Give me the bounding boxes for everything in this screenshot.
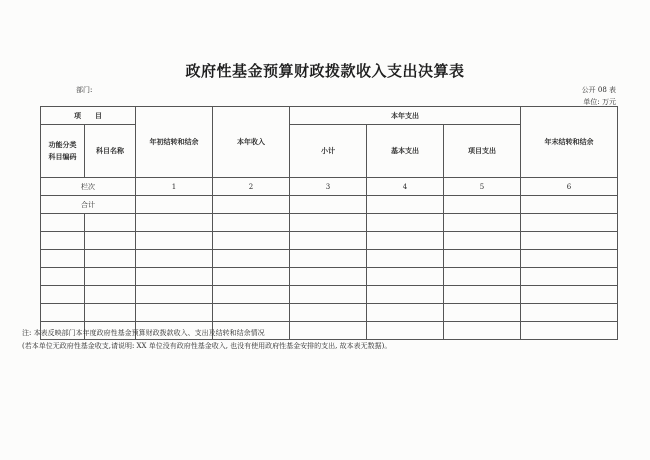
table-cell	[290, 286, 367, 304]
table-row	[41, 232, 618, 250]
table-cell	[41, 304, 85, 322]
total-row	[41, 196, 618, 214]
table-cell	[213, 268, 290, 286]
header-end-balance: 年末结转和结余	[521, 107, 618, 178]
table-cell	[85, 232, 136, 250]
form-number: 公开 08 表	[581, 86, 616, 94]
table-cell	[367, 268, 444, 286]
table-cell	[521, 268, 618, 286]
table-cell	[290, 232, 367, 250]
header-income: 本年收入	[213, 107, 290, 178]
table-cell	[41, 268, 85, 286]
table-cell	[136, 214, 213, 232]
page-title: 政府性基金预算财政拨款收入支出决算表	[185, 62, 465, 80]
header-subject-name: 科目名称	[85, 125, 136, 178]
header-subtotal: 小计	[290, 125, 367, 178]
table-cell	[290, 304, 367, 322]
table-row	[41, 286, 618, 304]
table-cell	[444, 214, 521, 232]
header-project-expense: 项目支出	[444, 125, 521, 178]
column-number: 4	[367, 178, 444, 196]
table-cell	[444, 286, 521, 304]
total-label: 合计	[41, 196, 136, 214]
table-cell	[85, 250, 136, 268]
table-cell	[521, 322, 618, 340]
table-cell	[213, 304, 290, 322]
header-basic-expense: 基本支出	[367, 125, 444, 178]
table-cell	[290, 250, 367, 268]
table-cell	[136, 232, 213, 250]
table-cell	[444, 196, 521, 214]
table-cell	[213, 286, 290, 304]
footnote-line-2: (若本单位无政府性基金收支,请说明: XX 单位没有政府性基金收入, 也没有使用政府性基金安排的支出, 故本表无数据)。	[22, 342, 392, 350]
table-cell	[85, 214, 136, 232]
table-cell	[521, 250, 618, 268]
table-cell	[136, 250, 213, 268]
table-row	[41, 214, 618, 232]
table-cell	[290, 196, 367, 214]
table-cell	[41, 214, 85, 232]
table-cell	[85, 304, 136, 322]
budget-table	[40, 106, 618, 340]
table-cell	[136, 196, 213, 214]
column-number: 5	[444, 178, 521, 196]
table-cell	[41, 286, 85, 304]
table-cell	[290, 322, 367, 340]
table-cell	[213, 214, 290, 232]
table-cell	[41, 232, 85, 250]
table-cell	[367, 214, 444, 232]
table-cell	[521, 304, 618, 322]
header-expense-group: 本年支出	[290, 107, 521, 125]
column-label: 栏次	[41, 178, 136, 196]
table-cell	[444, 232, 521, 250]
table-cell	[367, 304, 444, 322]
department-label: 部门:	[76, 86, 93, 94]
table-cell	[521, 286, 618, 304]
column-number: 2	[213, 178, 290, 196]
column-number: 6	[521, 178, 618, 196]
table-cell	[290, 214, 367, 232]
table-cell	[213, 250, 290, 268]
table-cell	[444, 322, 521, 340]
table-cell	[367, 286, 444, 304]
table-cell	[85, 268, 136, 286]
header-item: 项 目	[41, 107, 136, 125]
table-cell	[444, 304, 521, 322]
table-cell	[290, 268, 367, 286]
column-number: 1	[136, 178, 213, 196]
table-cell	[136, 286, 213, 304]
table-cell	[136, 268, 213, 286]
footnote-line-1: 注: 本表反映部门本年度政府性基金预算财政拨款收入、支出及结转和结余情况	[22, 329, 265, 337]
table-cell	[367, 196, 444, 214]
table-cell	[213, 232, 290, 250]
unit-label: 单位: 万元	[583, 98, 616, 106]
table-cell	[367, 322, 444, 340]
table-cell	[521, 214, 618, 232]
table-cell	[41, 250, 85, 268]
table-cell	[444, 250, 521, 268]
header-func-code: 功能分类 科目编码	[41, 125, 85, 178]
table-cell	[521, 232, 618, 250]
table-cell	[521, 196, 618, 214]
table-row	[41, 250, 618, 268]
header-begin-balance: 年初结转和结余	[136, 107, 213, 178]
table-cell	[85, 286, 136, 304]
table-row	[41, 304, 618, 322]
table-row	[41, 268, 618, 286]
table-cell	[444, 268, 521, 286]
table-cell	[367, 250, 444, 268]
column-number: 3	[290, 178, 367, 196]
table-cell	[213, 196, 290, 214]
table-cell	[136, 304, 213, 322]
table-cell	[367, 232, 444, 250]
